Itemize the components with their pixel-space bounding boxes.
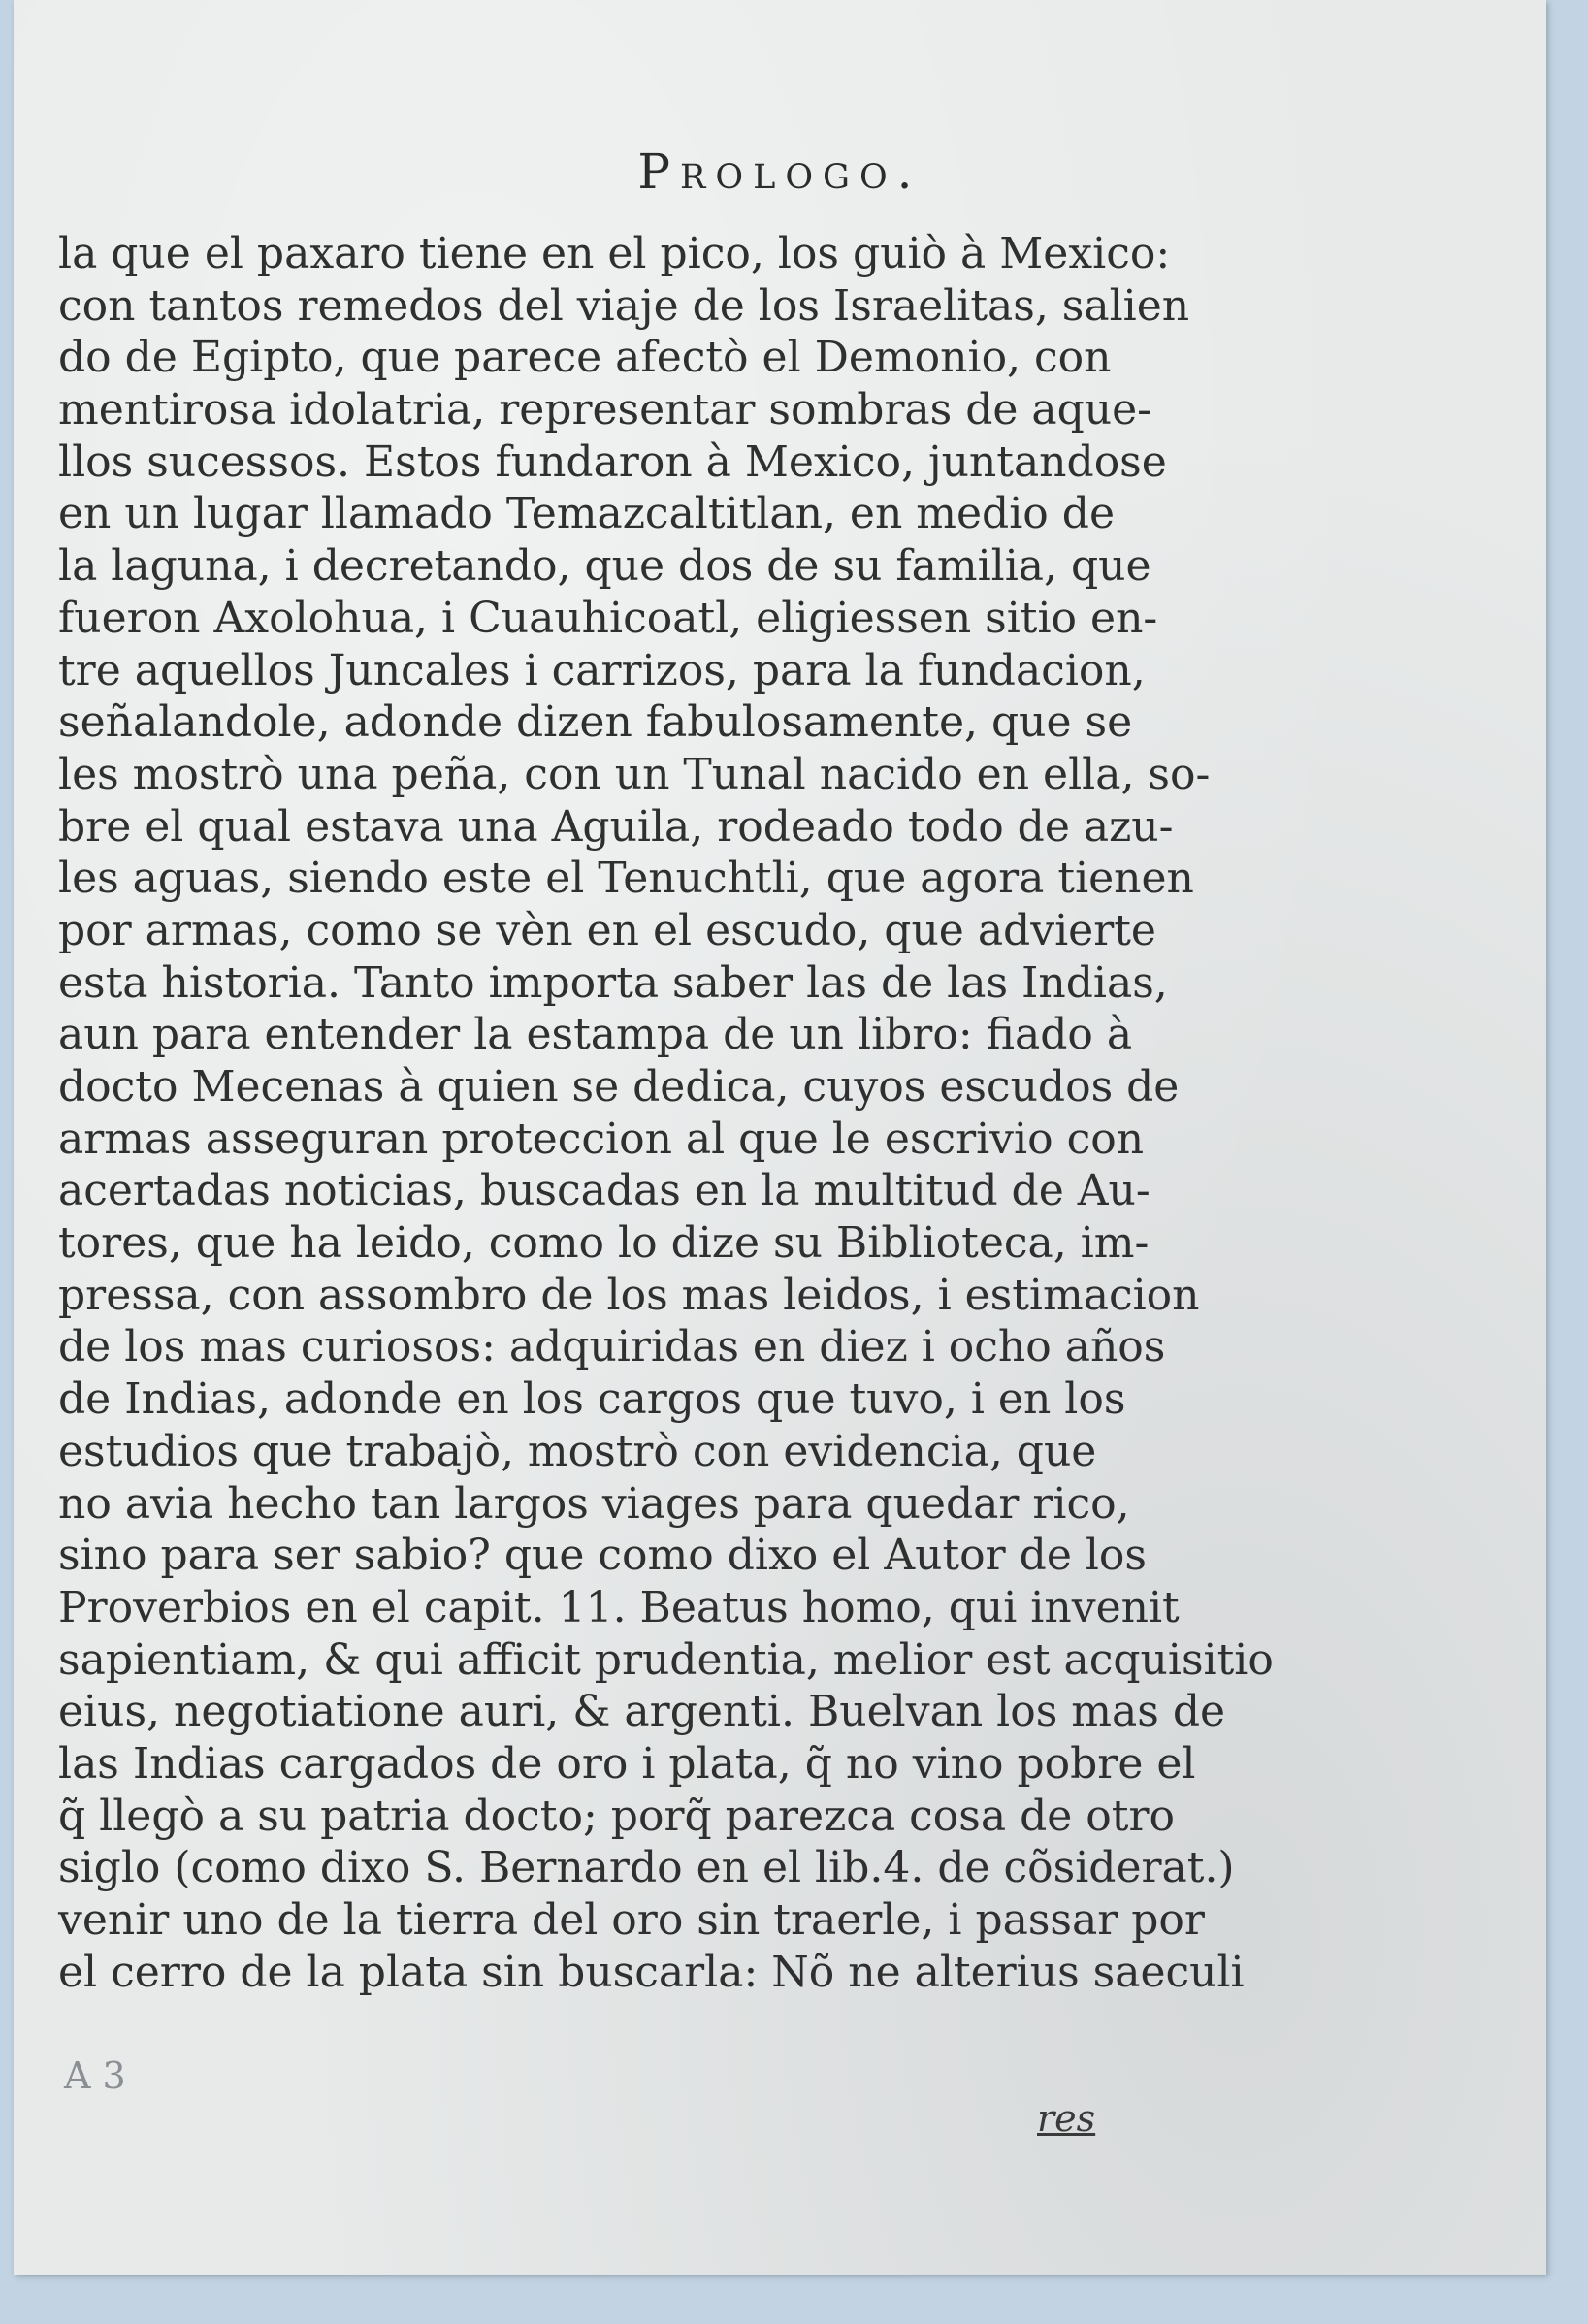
text-line: eius, negotiatione auri, & argenti. Buelvan los mas de xyxy=(58,1687,1226,1737)
text-line: por armas, como se vèn en el escudo, que advierte xyxy=(58,905,1156,955)
text-line: de los mas curiosos: adquiridas en diez i ocho años xyxy=(58,1322,1166,1372)
text-line: armas asseguran proteccion al que le escrivio con xyxy=(58,1114,1145,1164)
text-line: bre el qual estava una Aguila, rodeado todo de azu- xyxy=(58,801,1174,852)
text-line: las Indias cargados de oro i plata, q̃ no vino pobre el xyxy=(58,1738,1196,1789)
text-line: q̃ llegò a su patria docto; porq̃ parezca cosa de otro xyxy=(58,1791,1175,1841)
text-line: tre aquellos Juncales i carrizos, para la fundacion, xyxy=(58,645,1146,695)
text-line: no avia hecho tan largos viages para quedar rico, xyxy=(58,1478,1130,1529)
body-text xyxy=(58,228,1274,1998)
text-line: llos sucessos. Estos fundaron à Mexico, juntandose xyxy=(58,436,1167,487)
text-line: tores, que ha leido, como lo dize su Biblioteca, im- xyxy=(58,1218,1150,1269)
text-line: siglo (como dixo S. Bernardo en el lib.4. de cõsiderat.) xyxy=(58,1843,1235,1893)
text-line: Proverbios en el capit. 11. Beatus homo, qui invenit xyxy=(58,1582,1180,1632)
book-page xyxy=(14,0,1546,2275)
text-line: les aguas, siendo este el Tenuchtli, que agora tienen xyxy=(58,854,1194,904)
text-line: do de Egipto, que parece afectò el Demonio, con xyxy=(58,333,1112,383)
text-line: sino para ser sabio? que como dixo el Autor de los xyxy=(58,1531,1147,1581)
text-line: docto Mecenas à quien se dedica, cuyos escudos de xyxy=(58,1062,1180,1112)
text-line: acertadas noticias, buscadas en la multitud de Au- xyxy=(58,1166,1150,1216)
signature-mark: A 3 xyxy=(64,2054,126,2097)
running-header: Prologo. xyxy=(637,144,923,200)
text-line: señalandole, adonde dizen fabulosamente, que se xyxy=(58,697,1133,748)
text-line: estudios que trabajò, mostrò con evidencia, que xyxy=(58,1426,1097,1476)
text-line: sapientiam, & qui afficit prudentia, melior est acquisitio xyxy=(58,1634,1274,1685)
text-line: pressa, con assombro de los mas leidos, i estimacion xyxy=(58,1270,1200,1320)
text-line: de Indias, adonde en los cargos que tuvo, i en los xyxy=(58,1374,1126,1425)
text-line: esta historia. Tanto importa saber las de las Indias, xyxy=(58,957,1168,1008)
text-line: el cerro de la plata sin buscarla: Nõ ne alterius saeculi xyxy=(58,1947,1245,1997)
text-line: fueron Axolohua, i Cuauhicoatl, eligiessen sitio en- xyxy=(58,593,1158,643)
catchword: res xyxy=(1037,2097,1096,2140)
text-line: venir uno de la tierra del oro sin traerle, i passar por xyxy=(58,1895,1205,1945)
text-line: aun para entender la estampa de un libro: fiado à xyxy=(58,1010,1133,1060)
text-line: les mostrò una peña, con un Tunal nacido en ella, so- xyxy=(58,749,1211,799)
text-line: la que el paxaro tiene en el pico, los guiò à Mexico: xyxy=(58,229,1171,278)
text-line: mentirosa idolatria, representar sombras de aque- xyxy=(58,385,1152,436)
text-line: en un lugar llamado Temazcaltitlan, en medio de xyxy=(58,489,1115,539)
text-line: la laguna, i decretando, que dos de su familia, que xyxy=(58,541,1151,592)
text-line: con tantos remedos del viaje de los Israelitas, salien xyxy=(58,280,1190,331)
